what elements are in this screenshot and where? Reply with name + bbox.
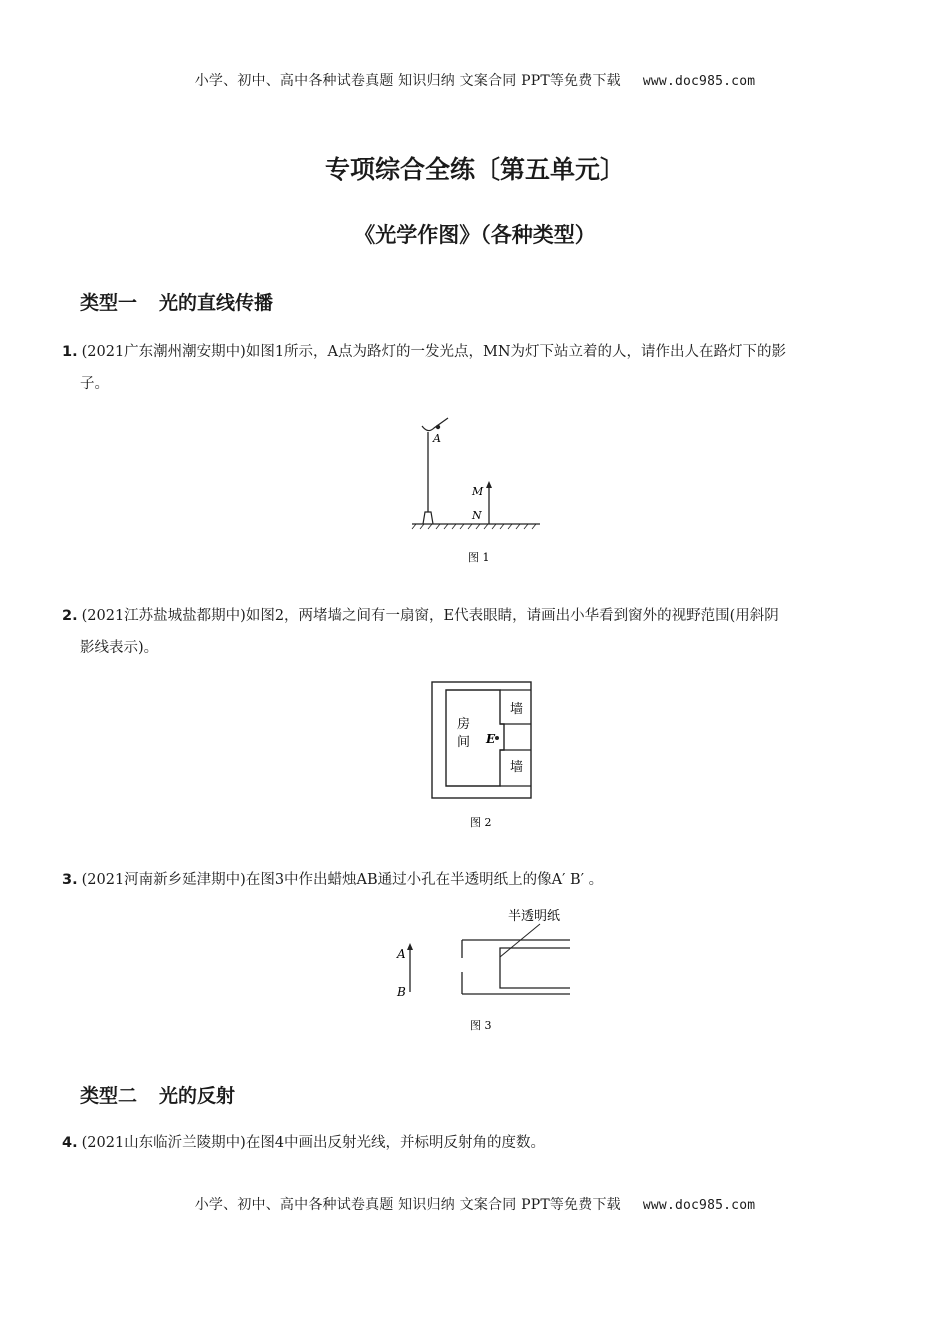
figure-3-label-b: B xyxy=(397,985,406,999)
figure-2-room-2: 间 xyxy=(457,735,471,750)
section-2-heading xyxy=(80,1081,235,1108)
figure-3-label-a: A xyxy=(397,947,406,961)
figure-1-caption: 图 1 xyxy=(468,551,490,564)
question-1-number: 1. xyxy=(62,344,78,360)
figure-1-label-n: N xyxy=(472,509,482,522)
figure-2-caption: 图 2 xyxy=(470,816,492,829)
page-subtitle: 《光学作图》（各种类型） xyxy=(354,223,596,247)
question-2-number: 2. xyxy=(62,608,78,624)
section-1-heading xyxy=(80,288,273,315)
outer-wall xyxy=(432,682,531,798)
question-2 xyxy=(62,600,892,664)
question-3-text-line1: (2021河南新乡延津期中)在图3中作出蜡烛AB通过小孔在半透明纸上的像A′ B′ 。 xyxy=(81,872,604,888)
lamp-arm xyxy=(422,418,448,431)
figure-3 xyxy=(390,902,580,1041)
question-3-number: 3. xyxy=(62,872,78,888)
eye-point xyxy=(495,736,499,740)
figure-3-paper-label: 半透明纸 xyxy=(508,909,561,924)
figure-2-eye-label: E xyxy=(486,732,496,746)
ground-hatching xyxy=(412,524,536,529)
question-4-text-line1: (2021山东临沂兰陵期中)在图4中画出反射光线，并标明反射角的度数。 xyxy=(81,1135,546,1151)
page-footer xyxy=(0,1194,950,1214)
candle-arrow xyxy=(407,943,413,950)
question-3 xyxy=(62,864,892,896)
person-arrow xyxy=(486,481,492,488)
section-2-title: 类型二 xyxy=(80,1085,138,1107)
figure-3-caption: 图 3 xyxy=(470,1019,492,1032)
question-1-text-line2: 子。 xyxy=(80,376,109,392)
question-2-text-line1: (2021江苏盐城盐都期中)如图2，两堵墙之间有一扇窗，E代表眼睛，请画出小华看到窗外的视野范围(用斜阴 xyxy=(81,608,779,624)
figure-1 xyxy=(400,412,550,576)
lamp-base xyxy=(423,512,433,524)
header-site: www.doc985.com xyxy=(642,74,756,89)
question-1-text-line1: (2021广东潮州潮安期中)如图1所示，A点为路灯的一发光点，MN为灯下站立着的人，请作出人在路灯下的影 xyxy=(81,344,787,360)
header-text: 小学、初中、高中各种试卷真题 知识归纳 文案合同 PPT等免费下载 xyxy=(194,73,621,89)
question-2-text-line2: 影线表示)。 xyxy=(80,640,159,656)
question-1 xyxy=(62,336,892,400)
light-point xyxy=(436,425,440,429)
page-title: 专项综合全练〔第五单元〕 xyxy=(324,155,625,184)
figure-2-drawing xyxy=(430,680,540,840)
question-4-number: 4. xyxy=(62,1135,78,1151)
figure-3-drawing xyxy=(390,902,580,1037)
question-4 xyxy=(62,1127,892,1159)
figure-2 xyxy=(430,680,540,844)
figure-1-label-m: M xyxy=(472,485,484,498)
footer-text: 小学、初中、高中各种试卷真题 知识归纳 文案合同 PPT等免费下载 xyxy=(194,1197,621,1213)
figure-1-label-a: A xyxy=(433,432,441,445)
figure-1-drawing xyxy=(400,412,550,572)
page-header xyxy=(0,70,950,90)
section-1-name: 光的直线传播 xyxy=(159,292,274,314)
translucent-paper-sleeve xyxy=(500,948,570,988)
figure-2-wall-top: 墙 xyxy=(510,702,524,717)
figure-2-room-1: 房 xyxy=(457,717,471,732)
section-2-name: 光的反射 xyxy=(159,1085,236,1107)
section-1-title: 类型一 xyxy=(80,292,138,314)
footer-site: www.doc985.com xyxy=(642,1198,756,1213)
figure-2-wall-bottom: 墙 xyxy=(510,760,524,775)
